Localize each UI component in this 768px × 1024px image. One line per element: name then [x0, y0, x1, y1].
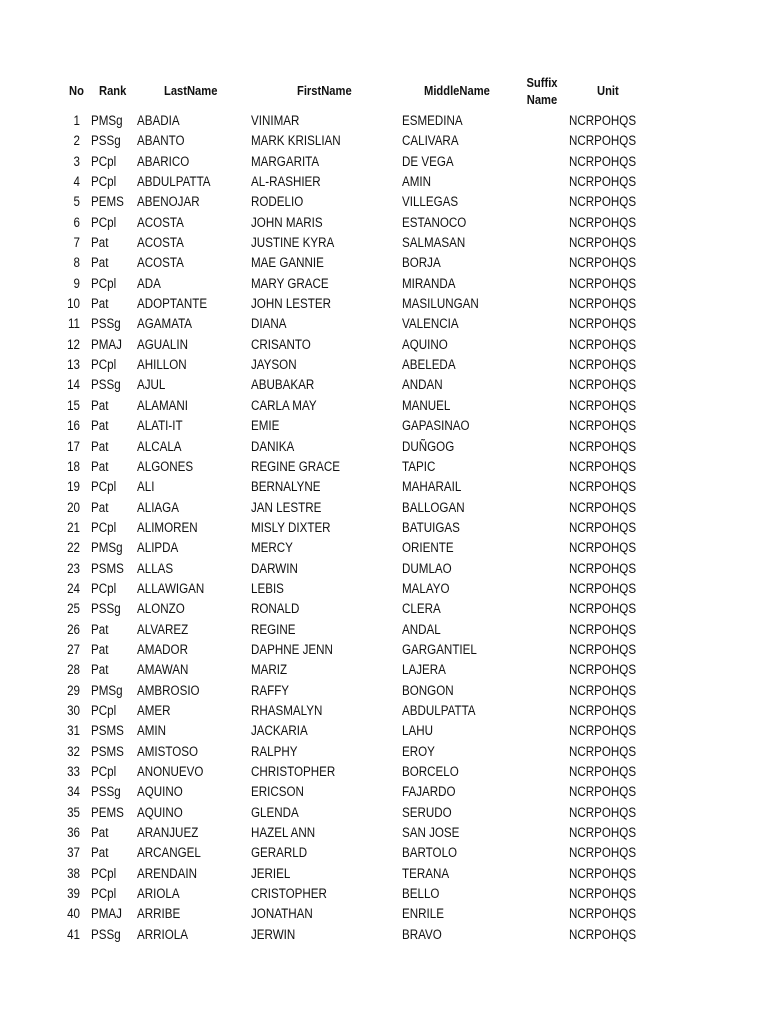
- cell-middle-name: MALAYO: [402, 580, 450, 596]
- cell-last-name: ARENDAIN: [137, 865, 197, 881]
- cell-no: 31: [67, 723, 80, 739]
- cell-middle-name: TAPIC: [402, 458, 436, 474]
- table-row: [0, 762, 768, 782]
- header-rank: Rank: [99, 83, 127, 98]
- cell-last-name: AMAWAN: [137, 662, 189, 678]
- table-row: [0, 599, 768, 619]
- cell-unit: NCRPOHQS: [569, 825, 637, 841]
- table-row: [0, 111, 768, 131]
- cell-first-name: MARGARITA: [251, 153, 320, 169]
- table-row: [0, 559, 768, 579]
- cell-unit: NCRPOHQS: [569, 296, 637, 312]
- cell-rank: PSMS: [91, 723, 124, 739]
- cell-unit: NCRPOHQS: [569, 743, 637, 759]
- cell-rank: PCpl: [91, 519, 117, 535]
- cell-middle-name: GARGANTIEL: [402, 641, 477, 657]
- cell-first-name: HAZEL ANN: [251, 825, 316, 841]
- cell-first-name: CARLA MAY: [251, 397, 317, 413]
- cell-last-name: ABDULPATTA: [137, 174, 211, 190]
- cell-no: 15: [67, 397, 80, 413]
- cell-no: 39: [67, 886, 80, 902]
- cell-last-name: ALATI-IT: [137, 418, 183, 434]
- cell-unit: NCRPOHQS: [569, 113, 637, 128]
- cell-unit: NCRPOHQS: [569, 560, 637, 576]
- cell-unit: NCRPOHQS: [569, 865, 637, 881]
- cell-rank: PMAJ: [91, 336, 122, 352]
- cell-middle-name: BORCELO: [402, 764, 459, 779]
- header-no: No: [69, 83, 84, 98]
- table-row: [0, 640, 768, 660]
- cell-rank: Pat: [91, 397, 109, 413]
- cell-middle-name: DUMLAO: [402, 560, 452, 576]
- cell-no: 28: [67, 662, 80, 678]
- cell-no: 25: [67, 601, 80, 617]
- cell-first-name: RAFFY: [251, 682, 290, 698]
- cell-unit: NCRPOHQS: [569, 784, 637, 800]
- header-middle-name: MiddleName: [424, 83, 490, 98]
- cell-no: 29: [67, 682, 80, 698]
- cell-unit: NCRPOHQS: [569, 397, 637, 413]
- cell-last-name: AGUALIN: [137, 336, 188, 352]
- table-row: [0, 803, 768, 823]
- cell-unit: NCRPOHQS: [569, 601, 637, 617]
- cell-middle-name: ESMEDINA: [402, 113, 463, 128]
- cell-middle-name: CALIVARA: [402, 133, 459, 149]
- cell-first-name: DIANA: [251, 316, 287, 332]
- cell-middle-name: ANDAL: [402, 621, 441, 637]
- cell-unit: NCRPOHQS: [569, 153, 637, 169]
- cell-last-name: ALCALA: [137, 438, 182, 454]
- cell-last-name: ALVAREZ: [137, 621, 189, 637]
- cell-last-name: ALGONES: [137, 458, 194, 474]
- cell-middle-name: ENRILE: [402, 906, 444, 922]
- table-body: [0, 111, 768, 945]
- cell-no: 7: [73, 235, 80, 251]
- cell-last-name: ARANJUEZ: [137, 825, 199, 841]
- table-row: [0, 253, 768, 273]
- cell-last-name: ACOSTA: [137, 255, 184, 271]
- cell-unit: NCRPOHQS: [569, 926, 637, 942]
- table-row: [0, 437, 768, 457]
- cell-unit: NCRPOHQS: [569, 255, 637, 271]
- cell-no: 14: [67, 377, 80, 393]
- cell-no: 11: [67, 316, 80, 332]
- cell-middle-name: SERUDO: [402, 804, 452, 820]
- cell-no: 3: [73, 153, 80, 169]
- cell-unit: NCRPOHQS: [569, 662, 637, 678]
- cell-last-name: ALAMANI: [137, 397, 188, 413]
- cell-last-name: ABADIA: [137, 113, 180, 128]
- cell-no: 35: [67, 804, 80, 820]
- cell-first-name: JAN LESTRE: [251, 499, 322, 515]
- cell-unit: NCRPOHQS: [569, 580, 637, 596]
- cell-last-name: AQUINO: [137, 804, 183, 820]
- cell-middle-name: MAHARAIL: [402, 479, 462, 495]
- table-row: [0, 742, 768, 762]
- cell-no: 6: [73, 214, 80, 230]
- cell-no: 32: [67, 743, 80, 759]
- table-row: [0, 213, 768, 233]
- table-row: [0, 152, 768, 172]
- cell-first-name: REGINE GRACE: [251, 458, 341, 474]
- cell-rank: PSSg: [91, 784, 121, 800]
- cell-middle-name: MIRANDA: [402, 275, 456, 291]
- cell-unit: NCRPOHQS: [569, 540, 637, 556]
- cell-first-name: RODELIO: [251, 194, 304, 210]
- cell-rank: PSMS: [91, 560, 124, 576]
- table-row: [0, 498, 768, 518]
- cell-last-name: ARIOLA: [137, 886, 180, 902]
- cell-first-name: BERNALYNE: [251, 479, 321, 495]
- cell-rank: Pat: [91, 458, 109, 474]
- cell-no: 37: [67, 845, 80, 861]
- cell-rank: Pat: [91, 235, 109, 251]
- cell-last-name: ACOSTA: [137, 235, 184, 251]
- cell-rank: PMSg: [91, 682, 123, 698]
- table-row: [0, 681, 768, 701]
- cell-first-name: RHASMALYN: [251, 702, 323, 718]
- cell-first-name: JOHN MARIS: [251, 214, 323, 230]
- cell-last-name: ARRIBE: [137, 906, 181, 922]
- cell-unit: NCRPOHQS: [569, 214, 637, 230]
- cell-first-name: EMIE: [251, 418, 280, 434]
- cell-last-name: AMBROSIO: [137, 682, 200, 698]
- cell-last-name: ALI: [137, 479, 155, 495]
- cell-unit: NCRPOHQS: [569, 275, 637, 291]
- cell-middle-name: CLERA: [402, 601, 441, 617]
- cell-middle-name: EROY: [402, 743, 435, 759]
- cell-rank: Pat: [91, 499, 109, 515]
- cell-rank: PCpl: [91, 886, 117, 902]
- cell-no: 20: [67, 499, 80, 515]
- cell-last-name: ALLAWIGAN: [137, 580, 205, 596]
- cell-first-name: JERIEL: [251, 865, 291, 881]
- cell-unit: NCRPOHQS: [569, 764, 637, 779]
- cell-rank: PMSg: [91, 113, 123, 128]
- header-suffix-name: Suffix Name: [526, 75, 558, 107]
- table-row: [0, 457, 768, 477]
- table-row: [0, 579, 768, 599]
- cell-unit: NCRPOHQS: [569, 357, 637, 373]
- cell-first-name: MERCY: [251, 540, 293, 556]
- cell-no: 21: [67, 519, 80, 535]
- cell-rank: PSMS: [91, 743, 124, 759]
- cell-rank: Pat: [91, 296, 109, 312]
- cell-no: 10: [67, 296, 80, 312]
- cell-first-name: JOHN LESTER: [251, 296, 332, 312]
- cell-rank: PCpl: [91, 357, 117, 373]
- table-row: [0, 925, 768, 945]
- cell-unit: NCRPOHQS: [569, 438, 637, 454]
- cell-no: 13: [67, 357, 80, 373]
- cell-last-name: AHILLON: [137, 357, 187, 373]
- cell-rank: PSSg: [91, 316, 121, 332]
- cell-middle-name: BORJA: [402, 255, 441, 271]
- table-row: [0, 294, 768, 314]
- cell-first-name: MARK KRISLIAN: [251, 133, 341, 149]
- cell-no: 18: [67, 458, 80, 474]
- cell-no: 24: [67, 580, 80, 596]
- cell-first-name: JACKARIA: [251, 723, 308, 739]
- cell-unit: NCRPOHQS: [569, 458, 637, 474]
- cell-unit: NCRPOHQS: [569, 804, 637, 820]
- cell-rank: Pat: [91, 641, 109, 657]
- cell-no: 16: [67, 418, 80, 434]
- cell-first-name: MAE GANNIE: [251, 255, 324, 271]
- table-row: [0, 314, 768, 334]
- cell-rank: Pat: [91, 825, 109, 841]
- cell-last-name: ALIAGA: [137, 499, 179, 515]
- cell-middle-name: ESTANOCO: [402, 214, 467, 230]
- cell-last-name: ALLAS: [137, 560, 174, 576]
- table-row: [0, 884, 768, 904]
- cell-unit: NCRPOHQS: [569, 499, 637, 515]
- header-unit: Unit: [597, 83, 619, 98]
- cell-last-name: AJUL: [137, 377, 166, 393]
- cell-rank: PCpl: [91, 865, 117, 881]
- table-row: [0, 904, 768, 924]
- cell-first-name: ABUBAKAR: [251, 377, 315, 393]
- cell-unit: NCRPOHQS: [569, 682, 637, 698]
- cell-no: 12: [67, 336, 80, 352]
- cell-middle-name: DUÑGOG: [402, 438, 455, 454]
- cell-last-name: ACOSTA: [137, 214, 184, 230]
- cell-last-name: ADA: [137, 275, 161, 291]
- cell-first-name: DAPHNE JENN: [251, 641, 333, 657]
- cell-middle-name: BATUIGAS: [402, 519, 460, 535]
- cell-middle-name: ABELEDA: [402, 357, 456, 373]
- cell-first-name: RALPHY: [251, 743, 298, 759]
- cell-first-name: VINIMAR: [251, 113, 300, 128]
- cell-unit: NCRPOHQS: [569, 336, 637, 352]
- cell-rank: PSSg: [91, 377, 121, 393]
- table-row: [0, 396, 768, 416]
- cell-last-name: ALIMOREN: [137, 519, 198, 535]
- cell-middle-name: BRAVO: [402, 926, 442, 942]
- cell-first-name: LEBIS: [251, 580, 284, 596]
- table-row: [0, 375, 768, 395]
- cell-last-name: AQUINO: [137, 784, 183, 800]
- table-row: [0, 355, 768, 375]
- cell-rank: PSSg: [91, 601, 121, 617]
- cell-middle-name: ORIENTE: [402, 540, 454, 556]
- table-row: [0, 782, 768, 802]
- cell-no: 40: [67, 906, 80, 922]
- cell-last-name: ANONUEVO: [137, 764, 204, 779]
- cell-last-name: AMADOR: [137, 641, 188, 657]
- cell-rank: PCpl: [91, 174, 117, 190]
- table-row: [0, 864, 768, 884]
- cell-last-name: ABENOJAR: [137, 194, 200, 210]
- cell-middle-name: MASILUNGAN: [402, 296, 479, 312]
- cell-middle-name: ANDAN: [402, 377, 443, 393]
- cell-middle-name: AMIN: [402, 174, 432, 190]
- cell-unit: NCRPOHQS: [569, 886, 637, 902]
- table-row: [0, 701, 768, 721]
- cell-unit: NCRPOHQS: [569, 621, 637, 637]
- cell-first-name: GERARLD: [251, 845, 308, 861]
- cell-no: 30: [67, 702, 80, 718]
- cell-unit: NCRPOHQS: [569, 194, 637, 210]
- table-row: [0, 274, 768, 294]
- cell-first-name: JERWIN: [251, 926, 296, 942]
- cell-no: 5: [73, 194, 80, 210]
- cell-middle-name: FAJARDO: [402, 784, 456, 800]
- header-first-name: FirstName: [297, 83, 352, 98]
- cell-unit: NCRPOHQS: [569, 418, 637, 434]
- cell-first-name: GLENDA: [251, 804, 299, 820]
- cell-no: 1: [73, 113, 80, 128]
- cell-rank: PCpl: [91, 580, 117, 596]
- cell-rank: PCpl: [91, 764, 117, 779]
- table-row: [0, 843, 768, 863]
- cell-rank: Pat: [91, 621, 109, 637]
- cell-unit: NCRPOHQS: [569, 133, 637, 149]
- cell-first-name: DARWIN: [251, 560, 298, 576]
- cell-rank: PMSg: [91, 540, 123, 556]
- cell-rank: PSSg: [91, 133, 121, 149]
- cell-no: 9: [73, 275, 80, 291]
- cell-no: 23: [67, 560, 80, 576]
- table-row: [0, 823, 768, 843]
- cell-last-name: ABARICO: [137, 153, 190, 169]
- cell-no: 19: [67, 479, 80, 495]
- cell-unit: NCRPOHQS: [569, 723, 637, 739]
- cell-unit: NCRPOHQS: [569, 641, 637, 657]
- cell-middle-name: SALMASAN: [402, 235, 466, 251]
- cell-first-name: CRISTOPHER: [251, 886, 327, 902]
- cell-middle-name: ABDULPATTA: [402, 702, 476, 718]
- cell-middle-name: BALLOGAN: [402, 499, 465, 515]
- cell-rank: Pat: [91, 438, 109, 454]
- cell-first-name: REGINE: [251, 621, 296, 637]
- cell-middle-name: BELLO: [402, 886, 440, 902]
- cell-rank: PCpl: [91, 702, 117, 718]
- cell-first-name: CRISANTO: [251, 336, 311, 352]
- cell-unit: NCRPOHQS: [569, 702, 637, 718]
- table-row: [0, 620, 768, 640]
- cell-rank: Pat: [91, 662, 109, 678]
- table-row: [0, 721, 768, 741]
- cell-last-name: ARCANGEL: [137, 845, 201, 861]
- cell-no: 34: [67, 784, 80, 800]
- table-row: [0, 538, 768, 558]
- cell-no: 17: [67, 438, 80, 454]
- cell-rank: PCpl: [91, 275, 117, 291]
- cell-middle-name: BARTOLO: [402, 845, 458, 861]
- cell-rank: Pat: [91, 845, 109, 861]
- cell-first-name: MARY GRACE: [251, 275, 329, 291]
- cell-rank: PSSg: [91, 926, 121, 942]
- cell-first-name: DANIKA: [251, 438, 295, 454]
- cell-unit: NCRPOHQS: [569, 316, 637, 332]
- cell-last-name: ALIPDA: [137, 540, 179, 556]
- cell-last-name: AMIN: [137, 723, 167, 739]
- cell-middle-name: LAJERA: [402, 662, 446, 678]
- cell-first-name: MARIZ: [251, 662, 288, 678]
- table-row: [0, 335, 768, 355]
- cell-no: 36: [67, 825, 80, 841]
- table-row: [0, 660, 768, 680]
- cell-last-name: AMISTOSO: [137, 743, 199, 759]
- cell-unit: NCRPOHQS: [569, 235, 637, 251]
- table-row: [0, 518, 768, 538]
- cell-no: 26: [67, 621, 80, 637]
- cell-rank: PEMS: [91, 804, 124, 820]
- cell-unit: NCRPOHQS: [569, 845, 637, 861]
- cell-no: 8: [73, 255, 80, 271]
- cell-first-name: JUSTINE KYRA: [251, 235, 335, 251]
- table-row: [0, 233, 768, 253]
- header-last-name: LastName: [164, 83, 218, 98]
- cell-middle-name: DE VEGA: [402, 153, 454, 169]
- cell-unit: NCRPOHQS: [569, 174, 637, 190]
- cell-last-name: AMER: [137, 702, 171, 718]
- cell-no: 4: [73, 174, 80, 190]
- cell-last-name: ADOPTANTE: [137, 296, 208, 312]
- cell-rank: PCpl: [91, 479, 117, 495]
- cell-no: 33: [67, 764, 80, 779]
- cell-middle-name: TERANA: [402, 865, 450, 881]
- table-row: [0, 192, 768, 212]
- cell-first-name: MISLY DIXTER: [251, 519, 331, 535]
- cell-rank: PEMS: [91, 194, 124, 210]
- cell-middle-name: AQUINO: [402, 336, 448, 352]
- cell-first-name: JONATHAN: [251, 906, 313, 922]
- cell-middle-name: VILLEGAS: [402, 194, 459, 210]
- cell-last-name: ALONZO: [137, 601, 185, 617]
- cell-first-name: AL-RASHIER: [251, 174, 321, 190]
- cell-no: 27: [67, 641, 80, 657]
- table-row: [0, 477, 768, 497]
- table-header: [0, 72, 768, 110]
- cell-middle-name: BONGON: [402, 682, 454, 698]
- cell-middle-name: SAN JOSE: [402, 825, 460, 841]
- table-row: [0, 131, 768, 151]
- table-row: [0, 416, 768, 436]
- cell-middle-name: LAHU: [402, 723, 433, 739]
- cell-unit: NCRPOHQS: [569, 479, 637, 495]
- cell-middle-name: VALENCIA: [402, 316, 459, 332]
- cell-first-name: ERICSON: [251, 784, 304, 800]
- cell-unit: NCRPOHQS: [569, 377, 637, 393]
- cell-unit: NCRPOHQS: [569, 906, 637, 922]
- cell-rank: PCpl: [91, 214, 117, 230]
- cell-last-name: AGAMATA: [137, 316, 193, 332]
- table-row: [0, 172, 768, 192]
- cell-no: 38: [67, 865, 80, 881]
- cell-middle-name: MANUEL: [402, 397, 451, 413]
- cell-rank: Pat: [91, 418, 109, 434]
- cell-rank: PCpl: [91, 153, 117, 169]
- cell-middle-name: GAPASINAO: [402, 418, 470, 434]
- cell-first-name: CHRISTOPHER: [251, 764, 336, 779]
- cell-first-name: JAYSON: [251, 357, 297, 373]
- cell-unit: NCRPOHQS: [569, 519, 637, 535]
- cell-last-name: ABANTO: [137, 133, 185, 149]
- cell-no: 22: [67, 540, 80, 556]
- cell-rank: PMAJ: [91, 906, 122, 922]
- cell-no: 41: [67, 926, 80, 942]
- cell-first-name: RONALD: [251, 601, 300, 617]
- cell-rank: Pat: [91, 255, 109, 271]
- cell-no: 2: [73, 133, 80, 149]
- cell-last-name: ARRIOLA: [137, 926, 188, 942]
